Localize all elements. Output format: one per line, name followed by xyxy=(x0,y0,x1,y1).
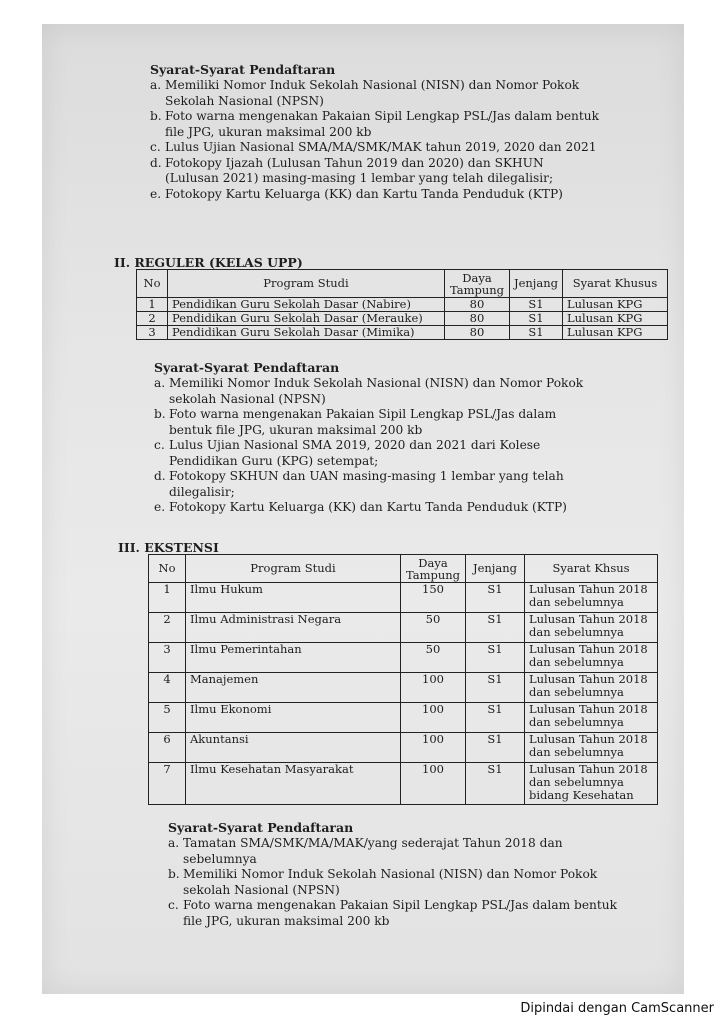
col-no: No xyxy=(149,555,186,583)
col-syarat: Syarat Khsus xyxy=(525,555,658,583)
table-row: 6 Akuntansi 100 S1 Lulusan Tahun 2018 dan sebelumnya xyxy=(149,733,658,763)
table-row: 3 Ilmu Pemerintahan 50 S1 Lulusan Tahun 2018 dan sebelumnya xyxy=(149,643,658,673)
camscanner-watermark: Dipindai dengan CamScanner xyxy=(520,1001,714,1016)
section2-table xyxy=(136,269,668,340)
list-item: c. Lulus Ujian Nasional SMA 2019, 2020 dan 2021 dari Kolese Pendidikan Guru (KPG) setempat; xyxy=(154,438,541,468)
list-item: e. Fotokopy Kartu Keluarga (KK) dan Kartu Tanda Penduduk (KTP) xyxy=(154,500,567,514)
section1-heading: Syarat-Syarat Pendaftaran xyxy=(150,62,336,77)
table-row: 1 Ilmu Hukum 150 S1 Lulusan Tahun 2018 dan sebelumnya xyxy=(149,583,658,613)
list-item: c. Foto warna mengenakan Pakaian Sipil Lengkap PSL/Jas dalam bentuk file JPG, ukuran maksimal 200 kb xyxy=(168,898,618,928)
table-header-row xyxy=(149,555,658,583)
col-program: Program Studi xyxy=(168,270,445,298)
list-item: e. Fotokopy Kartu Keluarga (KK) dan Kartu Tanda Penduduk (KTP) xyxy=(150,186,563,201)
section2-heading: Syarat-Syarat Pendaftaran xyxy=(154,360,340,375)
list-item: d. Fotokopy SKHUN dan UAN masing-masing 1 lembar yang telah dilegalisir; xyxy=(154,469,564,499)
table-row: 4 Manajemen 100 S1 Lulusan Tahun 2018 dan sebelumnya xyxy=(149,673,658,703)
col-jenjang: Jenjang xyxy=(466,555,525,583)
section3-list xyxy=(168,836,628,929)
table-row: 5 Ilmu Ekonomi 100 S1 Lulusan Tahun 2018 dan sebelumnya xyxy=(149,703,658,733)
col-program: Program Studi xyxy=(186,555,401,583)
list-item: b. Foto warna mengenakan Pakaian Sipil Lengkap PSL/Jas dalam bentuk file JPG, ukuran maksimal 200 kb xyxy=(154,407,557,437)
list-item: b. Foto warna mengenakan Pakaian Sipil Lengkap PSL/Jas dalam bentuk file JPG, ukuran maksimal 200 kb xyxy=(150,109,600,139)
table-row: 1 Pendidikan Guru Sekolah Dasar (Nabire) 80 S1 Lulusan KPG xyxy=(137,298,668,312)
col-daya: Daya Tampung xyxy=(444,270,509,298)
col-no: No xyxy=(137,270,168,298)
list-item: b. Memiliki Nomor Induk Sekolah Nasional (NISN) dan Nomor Pokok sekolah Nasional (NPSN) xyxy=(168,867,598,897)
table-row: 2 Pendidikan Guru Sekolah Dasar (Merauke) 80 S1 Lulusan KPG xyxy=(137,312,668,326)
section2-list xyxy=(154,376,592,516)
list-item: c. Lulus Ujian Nasional SMA/MA/SMK/MAK tahun 2019, 2020 dan 2021 xyxy=(150,140,597,154)
list-item: a. Tamatan SMA/SMK/MA/MAK/yang sederajat Tahun 2018 dan sebelumnya xyxy=(168,836,563,866)
section1-list xyxy=(150,78,600,202)
scanned-page xyxy=(42,24,684,994)
table-row: 2 Ilmu Administrasi Negara 50 S1 Lulusan Tahun 2018 dan sebelumnya xyxy=(149,613,658,643)
col-jenjang: Jenjang xyxy=(509,270,562,298)
table-row: 3 Pendidikan Guru Sekolah Dasar (Mimika) 80 S1 Lulusan KPG xyxy=(137,326,668,340)
list-item: a. Memiliki Nomor Induk Sekolah Nasional (NISN) dan Nomor Pokok Sekolah Nasional (NPSN) xyxy=(150,78,580,108)
col-daya: Daya Tampung xyxy=(401,555,466,583)
table-header-row xyxy=(137,270,668,298)
list-item: d. Fotokopy Ijazah (Lulusan Tahun 2019 dan 2020) dan SKHUN (Lulusan 2021) masing-masing 1 lembar yang telah dilegalisir; xyxy=(150,155,554,185)
section3-title: III. EKSTENSI xyxy=(118,540,219,555)
section3-table xyxy=(148,554,658,805)
table-row: 7 Ilmu Kesehatan Masyarakat 100 S1 Lulusan Tahun 2018 dan sebelumnya bidang Kesehatan xyxy=(149,763,658,805)
col-syarat: Syarat Khusus xyxy=(563,270,668,298)
section3-heading: Syarat-Syarat Pendaftaran xyxy=(168,820,354,835)
section2-title: II. REGULER (KELAS UPP) xyxy=(114,255,303,270)
list-item: a. Memiliki Nomor Induk Sekolah Nasional (NISN) dan Nomor Pokok sekolah Nasional (NPSN) xyxy=(154,376,584,406)
